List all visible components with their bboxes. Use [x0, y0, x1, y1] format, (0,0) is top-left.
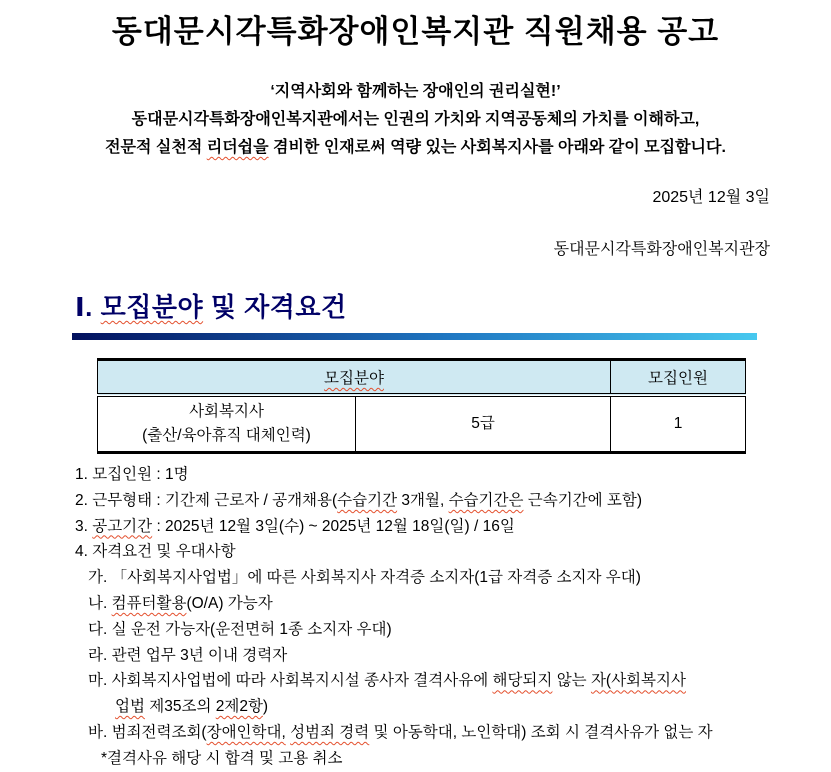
spellcheck-word: 컴퓨터활용 [111, 594, 187, 612]
text-run: 겸비한 인재로써 역량 있는 사회복지사를 아래와 같이 모집합니다. [268, 139, 726, 156]
text-run: *결격사유 해당 시 합격 및 고용 취소 [101, 749, 343, 767]
table-header-headcount: 모집인원 [611, 360, 746, 395]
section-divider [72, 333, 757, 340]
text-run: 제35조의 [144, 698, 216, 716]
list-item [75, 488, 831, 514]
table-row [98, 395, 746, 453]
spellcheck-word: 자(사회복지사 [590, 672, 686, 690]
text-run: 다. 실 운전 가능자(운전면허 1종 소지자 우대) [88, 620, 392, 638]
text-run: 및 아동학대, 노인학대) 조회 시 결격사유가 없는 자 [369, 723, 713, 741]
text-run: 가. 「사회복지사업법」에 따른 사회복지사 자격증 소지자(1급 자격증 소지자 우대) [88, 569, 641, 587]
text-run: 라. 관련 업무 3년 이내 경력자 [88, 646, 288, 664]
spellcheck-word: 2제2항 [215, 698, 263, 716]
spellcheck-word: 성범죄 경력 [290, 723, 370, 741]
table-header-field [98, 360, 611, 395]
text-run: 1. 모집인원 : 1명 [75, 466, 189, 483]
list-item [75, 591, 831, 617]
intro-line: 동대문시각특화장애인복지관에서는 인권의 가치와 지역공동체의 가치를 이해하고, [131, 111, 700, 128]
list-item [75, 462, 831, 488]
table-cell-grade: 5급 [356, 395, 611, 453]
section-heading [75, 292, 831, 322]
table-header-row [98, 360, 746, 395]
text-run: 및 자격요건 [203, 292, 347, 322]
spellcheck-word: 리더쉽을 [206, 139, 269, 156]
list-item [75, 668, 831, 694]
text-run: 4. 자격요건 및 우대사항 [75, 543, 236, 561]
list-item [75, 565, 831, 591]
spellcheck-word: 공고기간 [92, 517, 153, 535]
recruit-table [97, 358, 746, 454]
list-item [75, 643, 831, 669]
list-item [75, 694, 831, 720]
requirements-list [75, 462, 831, 772]
doc-title: 동대문시각특화장애인복지관 직원채용 공고 [111, 14, 720, 49]
list-item [75, 539, 831, 565]
position-name: 사회복지사 [189, 402, 264, 420]
list-item [75, 514, 831, 540]
spellcheck-word: 모집분야 [324, 369, 384, 387]
text-run: 전문적 실천적 [105, 139, 207, 156]
doc-signature: 동대문시각특화장애인복지관장 [553, 241, 770, 258]
text-run: Ⅰ. [75, 292, 101, 322]
spellcheck-word: 수습기간은 [448, 491, 524, 509]
intro-line [0, 134, 831, 162]
position-note: (출산/육아휴직 대체인력) [142, 426, 311, 444]
text-run: : 2025년 12월 3일(수) ~ 2025년 12월 18일(일) / 16일 [152, 517, 515, 535]
spellcheck-word: 수습기간 [337, 491, 398, 509]
text-run: 3개월, [397, 491, 449, 509]
spellcheck-word: 모집분야 [100, 292, 204, 322]
spellcheck-word: 업법 [115, 698, 145, 716]
text-run: (O/A) 가능자 [186, 594, 273, 612]
text-run: 나. [88, 594, 112, 612]
text-run: 2. 근무형태 : 기간제 근로자 / 공개채용( [75, 491, 338, 509]
table-cell-count: 1 [611, 395, 746, 453]
text-run: 마. 사회복지사업법에 따라 사회복지시설 종사자 결격사유에 [88, 672, 493, 690]
text-run: ) [262, 698, 269, 716]
spellcheck-word: 해당되지 [492, 672, 553, 690]
doc-date: 2025년 12월 3일 [652, 189, 770, 206]
list-item [75, 617, 831, 643]
list-item [75, 746, 831, 772]
text-run: 바. 범죄전력조회( [88, 723, 207, 741]
spellcheck-word: 장애인학대, [206, 723, 286, 741]
intro-quote: ‘지역사회와 함께하는 장애인의 권리실현!’ [270, 83, 561, 100]
job-posting-document [0, 10, 831, 772]
text-run: 근속기간에 포함) [523, 491, 643, 509]
list-item [75, 720, 831, 746]
table-cell-position [98, 395, 356, 453]
text-run: 3. [75, 517, 93, 535]
text-run: 않는 [552, 672, 591, 690]
intro-paragraph [0, 78, 831, 162]
